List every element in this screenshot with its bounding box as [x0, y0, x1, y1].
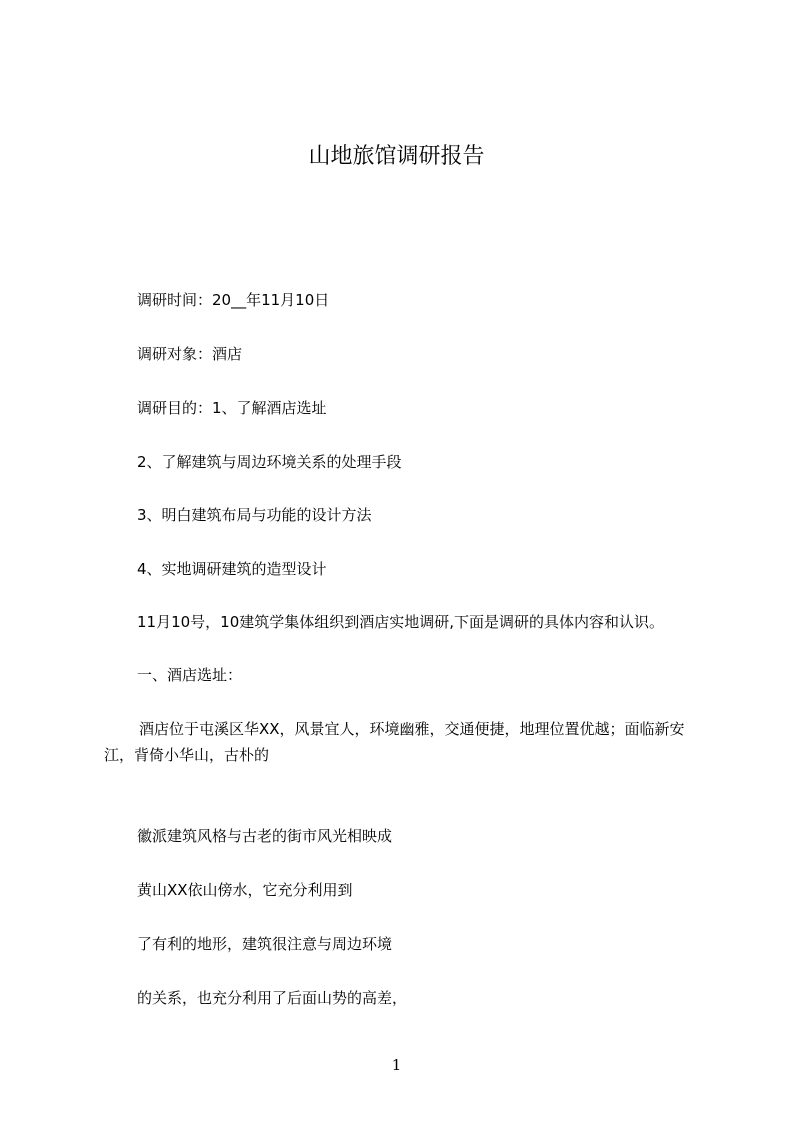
purpose-item-4: 4、实地调研建筑的造型设计: [137, 560, 327, 578]
body-line-1: 徽派建筑风格与古老的街市风光相映成: [137, 827, 393, 845]
body-line-3: 了有利的地形，建筑很注意与周边环境: [137, 935, 393, 953]
survey-purpose-line: 调研目的：1、了解酒店选址: [137, 399, 327, 417]
site-description-paragraph: 酒店位于屯溪区华XX，风景宜人，环境幽雅，交通便捷，地理位置优越；面临新安江，背倚小华山，古朴的: [104, 720, 685, 764]
body-line-2: 黄山XX依山傍水，它充分利用到: [137, 881, 353, 899]
survey-object-line: 调研对象：酒店: [137, 345, 243, 363]
section-heading-site: 一、酒店选址：: [137, 666, 243, 684]
intro-paragraph: 11月10号，10建筑学集体组织到酒店实地调研,下面是调研的具体内容和认识。: [137, 613, 665, 631]
document-title: 山地旅馆调研报告: [308, 144, 485, 169]
page-number: 1: [391, 1056, 402, 1074]
survey-time-line: 调研时间：20__年11月10日: [137, 291, 330, 309]
purpose-item-3: 3、明白建筑布局与功能的设计方法: [137, 506, 372, 524]
purpose-item-2: 2、了解建筑与周边环境关系的处理手段: [137, 453, 402, 471]
body-line-4: 的关系，也充分利用了后面山势的高差，: [137, 989, 408, 1007]
